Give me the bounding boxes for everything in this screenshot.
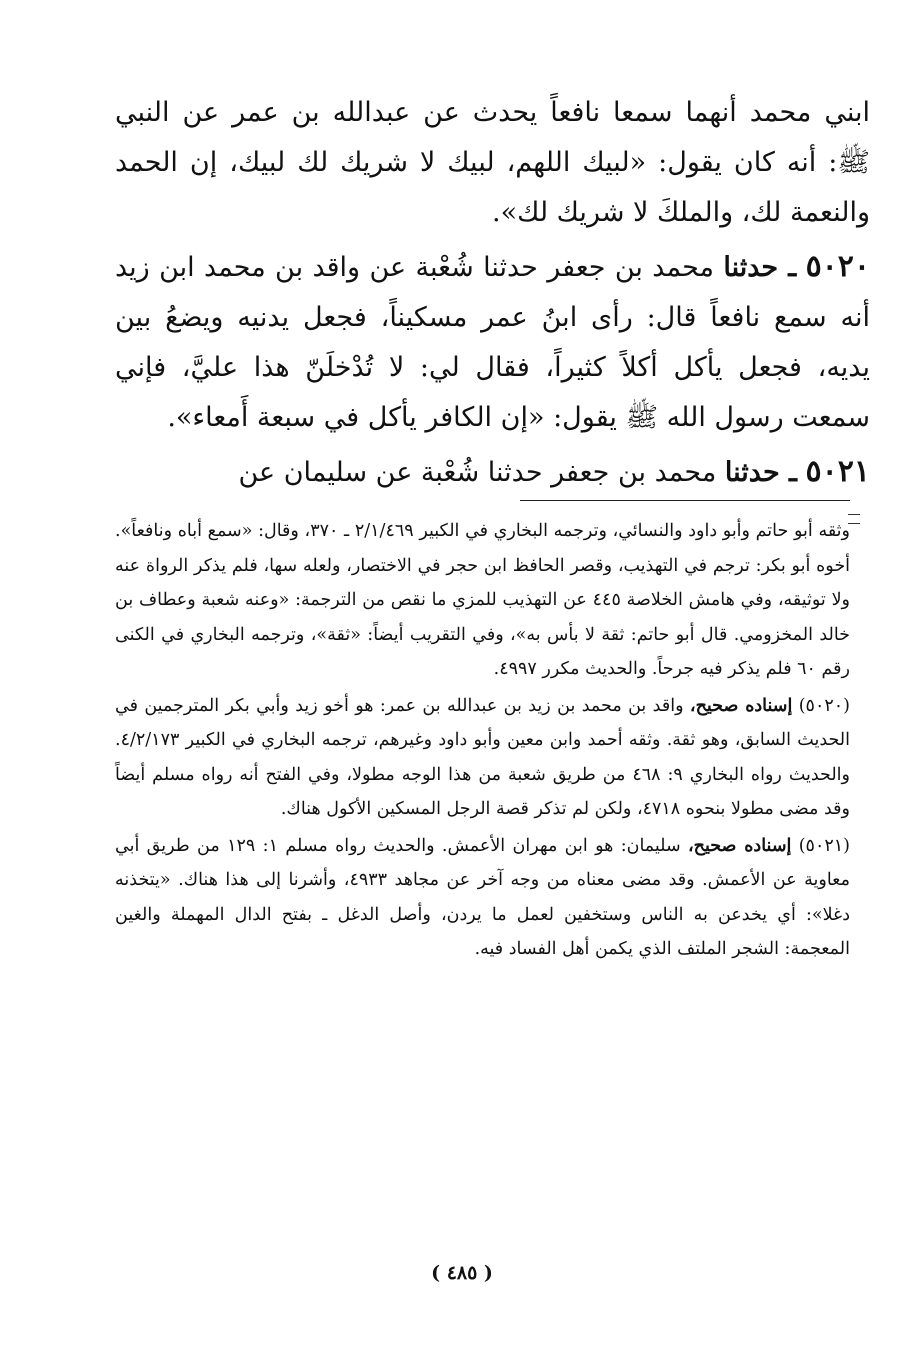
hadith-5020	[115, 242, 870, 443]
hadith-number: ٥٠٢٠	[805, 249, 871, 284]
hadith-number: ٥٠٢١	[805, 454, 870, 489]
footnote-number: (٥٠٢٠)	[798, 695, 850, 716]
footnote-continued: وثقه أبو حاتم وأبو داود والنسائي، وترجمه البخاري في الكبير ٢/١/٤٦٩ ـ ٣٧٠، وقال: «سمع أباه ونافعاً». أخوه أبو بكر: ترجم في التهذيب، وقصر الحافظ ابن حجر في الاختصار، ولعله سها، فلم يذكر الرواة عنه ولا توثيقه، وفي هامش الخلاصة ٤٤٥ عن التهذيب للمزي ما نقص من الترجمة: «وعنه شعبة وعطاف بن خالد المخزومي. قال أبو حاتم: ثقة لا بأس به»، وفي التقريب أيضاً: «ثقة»، وترجمه البخاري في الكنى رقم ٦٠ فلم يذكر فيه جرحاً. والحديث مكرر ٤٩٩٧.	[115, 521, 850, 679]
footnote-separator	[520, 500, 850, 501]
footnote-verdict: إسناده صحيح،	[688, 835, 792, 856]
footnote-verdict: إسناده صحيح،	[689, 695, 793, 716]
hadith-5021	[115, 447, 870, 498]
footnote-5021	[115, 829, 850, 967]
page-number: ( ٤٨٥ )	[431, 1262, 493, 1284]
hadith-opening: ـ حدثنا	[723, 252, 797, 283]
main-text	[115, 88, 870, 502]
footnote-number: (٥٠٢١)	[798, 835, 850, 856]
hadith-continuation: ابني محمد أنهما سمعا نافعاً يحدث عن عبدالله بن عمر عن النبي ﷺ: أنه كان يقول: «لبيك اللهم، لبيك لا شريك لك لبيك، إن الحمد والنعمة لك، والملكَ لا شريك لك».	[115, 97, 870, 228]
hadith-opening: ـ حدثنا	[724, 457, 797, 488]
hadith-text: محمد بن جعفر حدثنا شُعْبة عن سليمان عن	[238, 457, 717, 488]
footnote-5020	[115, 689, 850, 827]
hadith-text: محمد بن جعفر حدثنا شُعْبة عن واقد بن محمد ابن زيد أنه سمع نافعاً قال: رأى ابنُ عمر مسكيناً، فجعل يدنيه ويضعُ بين يديه، فجعل يأكل أكلاً كثيراً، فقال لي: لا تُدْخلَنّ هذا عليَّ، فإني سمعت رسول الله ﷺ يقول: «إن الكافر يأكل في سبعة أَمعاء».	[115, 252, 870, 433]
footnotes	[115, 514, 850, 969]
footnote-text: سليمان: هو ابن مهران الأعمش. والحديث رواه مسلم ١: ١٢٩ من طريق أبي معاوية عن الأعمش. وقد مضى معناه من وجه آخر عن مجاهد ٤٩٣٣، وأشرنا إلى هذا هناك. «يتخذنه دغلا»: أي يخدعن به الناس وستخفين لعمل ما يردن، وأصل الدغل ـ بفتح الدال المهملة والغين المعجمة: الشجر الملتف الذي يكمن أهل الفساد فيه.	[115, 835, 850, 959]
footnote-text: واقد بن محمد بن زيد بن عبدالله بن عمر: هو أخو زيد وأبي بكر المترجمين في الحديث السابق، وهو ثقة. وثقه أحمد وابن معين وأبو داود وغيرهم، ترجمه البخاري في الكبير ٤/٢/١٧٣. والحديث رواه البخاري ٩: ٤٦٨ من طريق شعبة من هذا الوجه مطولا، وفي الفتح أنه رواه مسلم أيضاً وقد مضى مطولا بنحوه ٤٧١٨، ولكن لم تذكر قصة الرجل المسكين الأكول هناك.	[115, 695, 850, 819]
